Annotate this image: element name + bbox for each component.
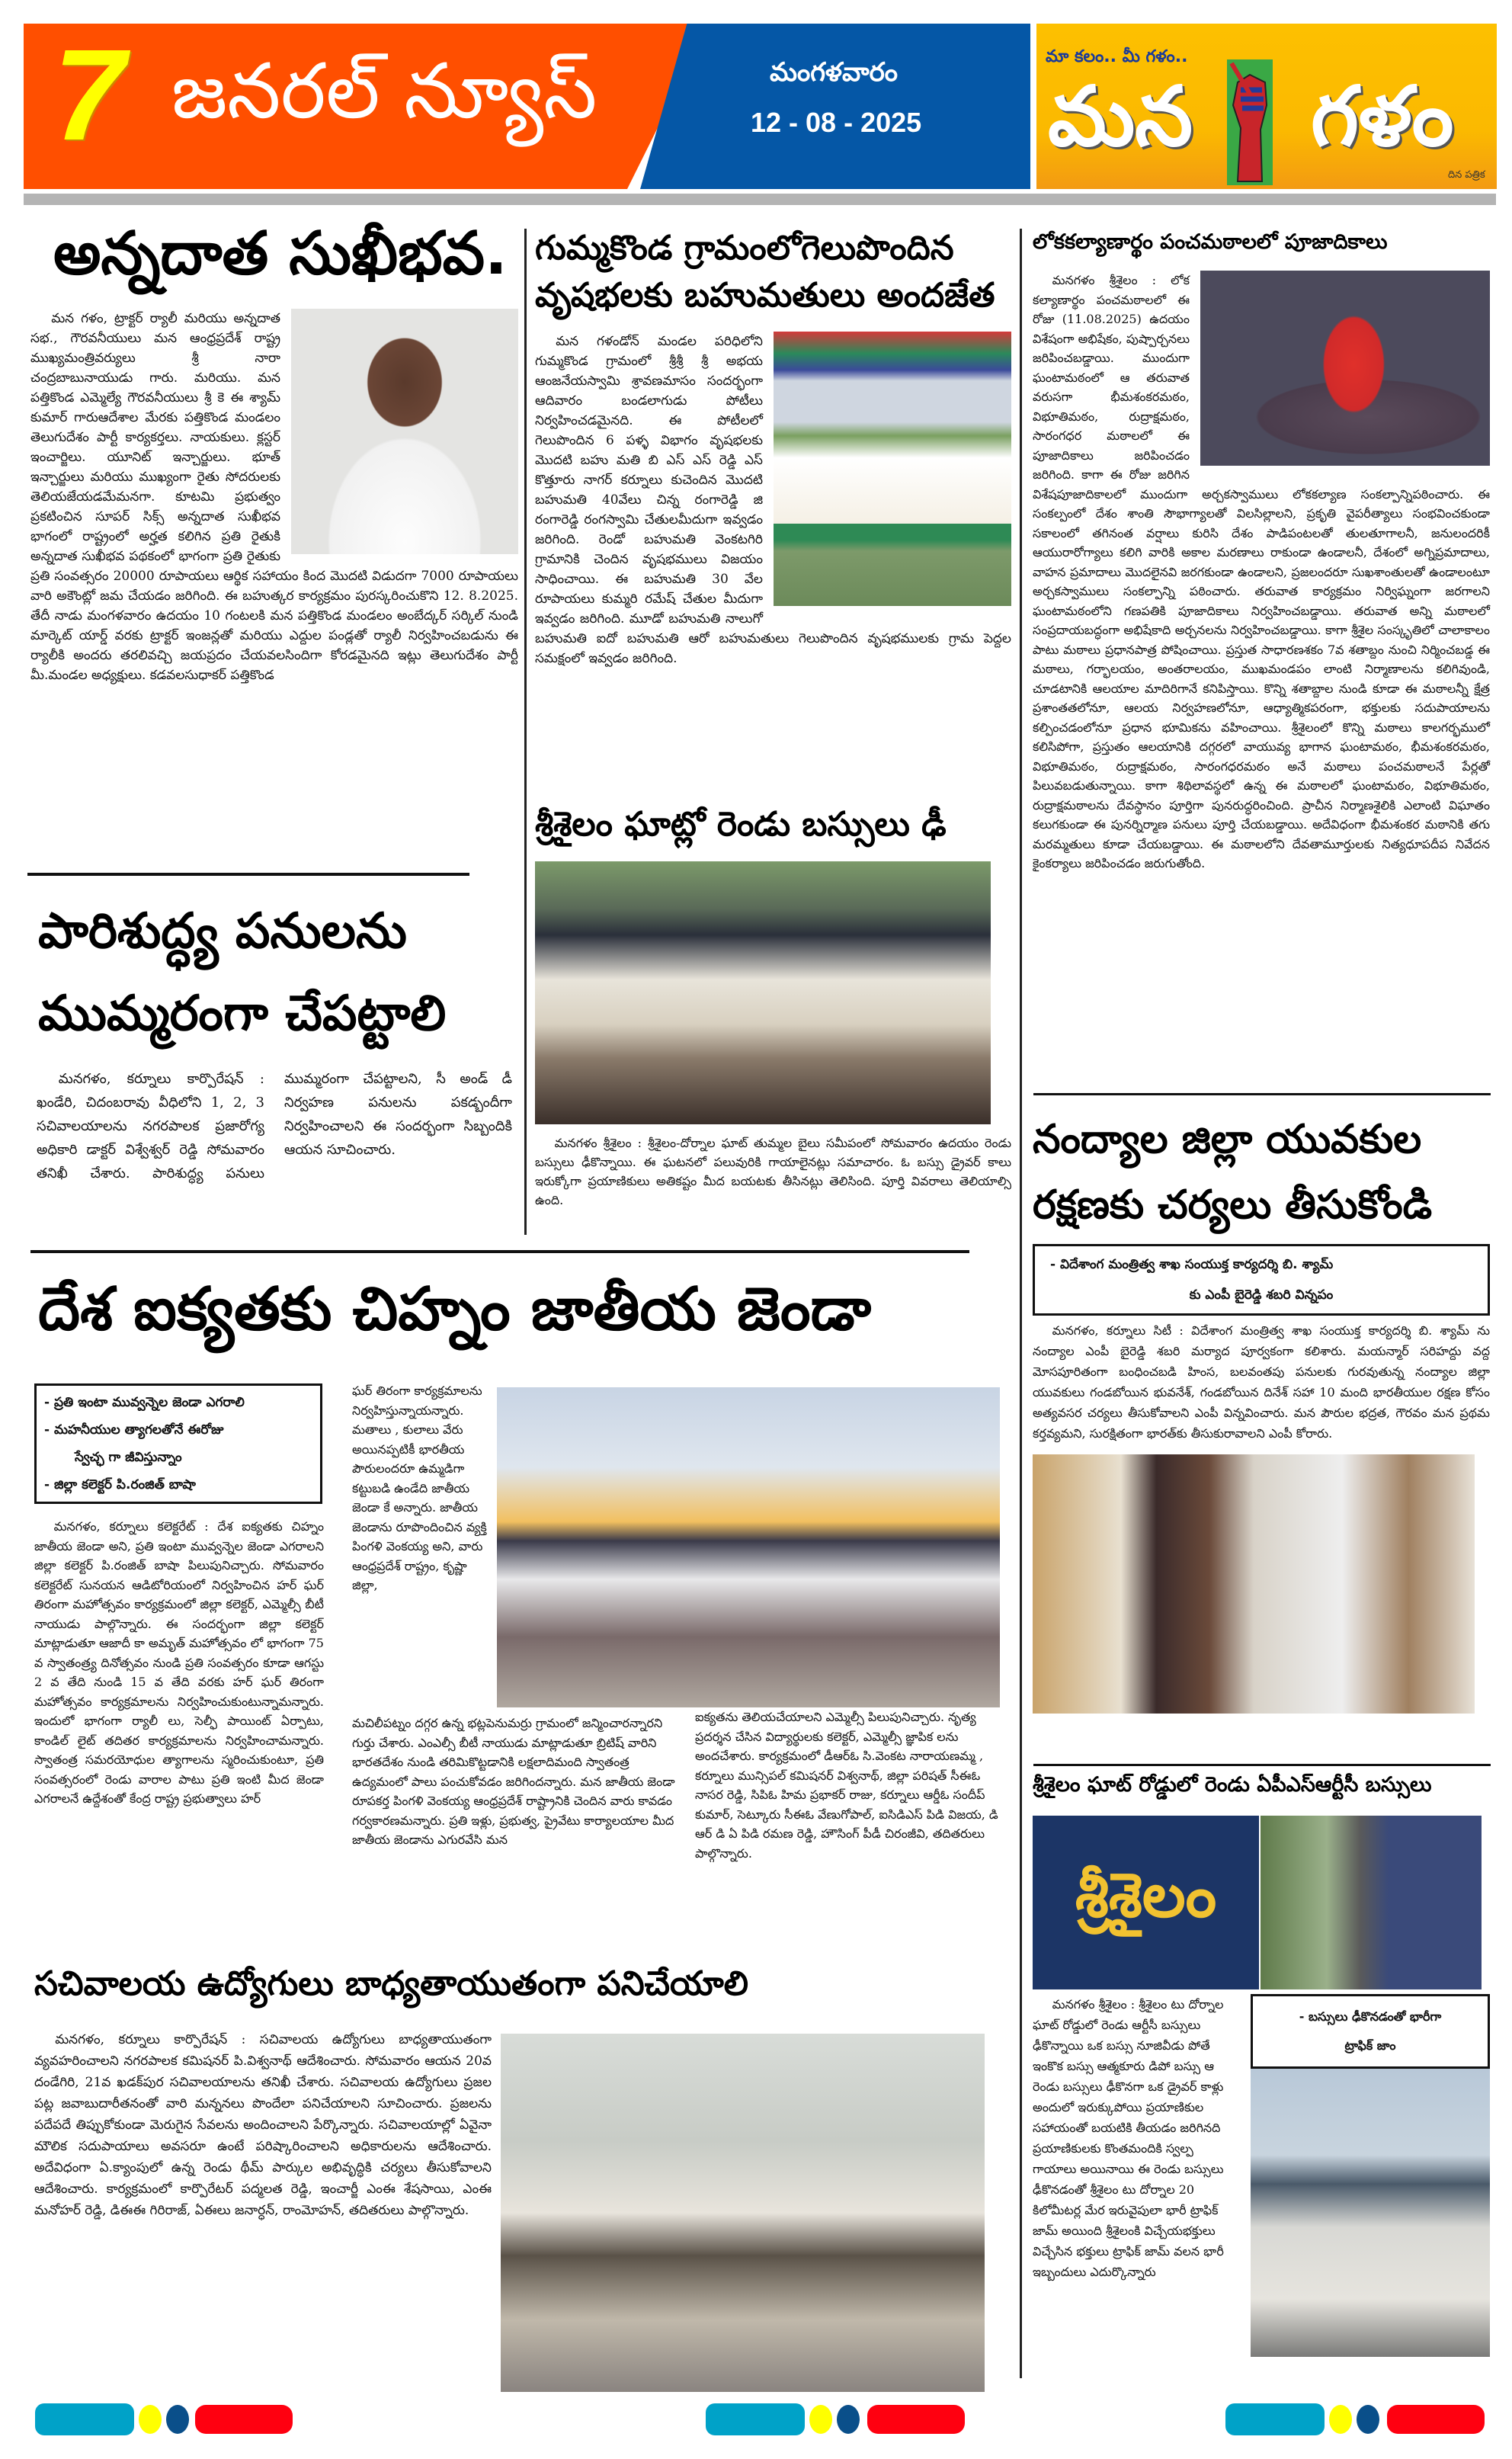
article-body-col1: మనగళం, కర్నూలు కలెక్టరేట్ : దేశ ఐక్యతకు చిహ్నం జాతీయ జెండా అని, ప్రతి ఇంటా మువ్వన్నెల జెండా ఎగరాలని జిల్లా కలెక్టర్ పి.రంజిత్ బాషా పిలుపునిచ్చారు. సోమవారం కలెక్టరేట్ సునయన ఆడిటోరియంలో నిర్వహించిన హర్ ఘర్ తిరంగా మహోత్సవం కార్యక్రమంలో జిల్లా కలెక్టర్, ఎమ్మెల్సీ బీటీ నాయుడు పాల్గొన్నారు. ఈ సందర్భంగా జిల్లా కలెక్టర్ మాట్లాడుతూ ఆజాదీ కా అమృత్ మహోత్సవం లో భాగంగా 75 వ స్వాతంత్ర్య దినోత్సవం నుండి ప్రతి సంవత్సరం కూడా ఆగస్టు 2 వ తేది నుండి 15 వ తేది వరకు హర్ ఘర్ తిరంగా మహోత్సవం కార్యక్రమాలను నిర్వహించుకుంటున్నామన్నారు. ఇందులో భాగంగా ర్యాలీ లు, సెల్ఫీ పాయింట్ ఏర్పాటు, కాండిల్ లైట్ తదితర కార్యక్రమాలను నిర్వహించామన్నారు. స్వాతంత్ర సమరయోధుల త్యాగాలను స్మరించుకుంటూ, ప్రతి సంవత్సరంలో రెండు వారాల పాటు ప్రతి ఇంటి మీద జెండా ఎగరాలనే ఉద్దేశంతో కేంద్ర రాష్ట్ర ప్రభుత్వాలు హర్ <box>34 1519 324 1806</box>
headline-line2: రక్షణకు చర్యలు తీసుకోండి <box>1033 1182 1433 1228</box>
subheadline-box <box>1251 1994 1490 2069</box>
header-divider <box>24 194 1496 205</box>
article-gummakonda <box>535 225 1011 668</box>
logo-text-right: గళం <box>1311 69 1454 165</box>
key-point: - ప్రతి ఇంటా మువ్వన్నెల జెండా ఎగరాలి <box>44 1395 245 1410</box>
headline: అన్నదాత సుఖీభవ. <box>53 220 508 288</box>
key-point: - మహనీయుల త్యాగలతోనే ఈరోజు <box>44 1422 224 1438</box>
logo-text-left: మన <box>1048 69 1193 165</box>
headline-national-flag: దేశ ఐక్యతకు చిహ్నం జాతీయ జెండా <box>38 1275 872 1344</box>
flag-key-points <box>34 1383 322 1504</box>
subheadline-line2: కు ఎంపీ బైరెడ్డి శబరి విన్నపం <box>1189 1287 1334 1303</box>
photo-traffic-jam <box>1251 2069 1490 2357</box>
subheadline-line1: - బస్సులు ఢీకొనడంతో భారీగా <box>1299 2009 1442 2024</box>
headline-line2: ముమ్మరంగా చేపట్టాలి <box>38 986 447 1042</box>
article-bus-collision <box>535 800 1011 1210</box>
issue-day: మంగళవారం <box>770 57 898 88</box>
headline: శ్రీశైలం ఘాట్లో రెండు బస్సులు ఢీ <box>535 805 947 844</box>
section-title: జనరల్ న్యూస్ <box>171 46 597 136</box>
headline-line2: వృషభలకు బహుమతులు అందజేత <box>535 276 995 315</box>
headline-line1: గుమ్మకొండ గ్రామంలోగెలుపొందిన <box>535 229 954 268</box>
photo-bus-collision <box>535 861 991 1124</box>
subheadline-line1: - విదేశాంగ మంత్రిత్వ శాఖ సంయుక్త కార్యదర్శి బి. శ్యామ్ <box>1050 1257 1334 1272</box>
footer-pill <box>35 2403 134 2435</box>
key-point: - జిల్లా కలెక్టర్ పి.రంజిత్ బాషా <box>44 1477 196 1492</box>
footer-pill <box>139 2405 162 2434</box>
subheadline-box <box>1033 1244 1490 1316</box>
footer-pill <box>166 2405 189 2434</box>
photo-shivalinga <box>1200 271 1490 466</box>
headline: శ్రీశైలం ఘాట్ రోడ్డులో రెండు ఏపీఎస్ఆర్టీసీ బస్సులు <box>1033 1773 1432 1797</box>
footer-pill <box>1387 2405 1485 2434</box>
footer-pill <box>1329 2405 1352 2434</box>
footer-pill <box>837 2405 860 2434</box>
article-body: మనగళం శ్రీశైలం : లోక కల్యాణార్థం పంచమఠాలలో ఈ రోజు (11.08.2025) ఉదయం విశేషంగా అభిషేకం, పుష్పార్చనలు జరిపించబడ్డాయి. ముందుగా ఘంటామఠంలో ఆ తరువాత వరుసగా భీమశంకరమఠం, విభూతిమఠం, రుద్రాక్షమఠం, సారంగధర మఠాలలో ఈ పూజాదికాలు జరిపించడం జరిగింది. కాగా ఈ రోజు జరిగిన విశేషపూజాదికాలలో ముందుగా అర్చకస్వాములు లోకకల్యాణ సంకల్పాన్నిపఠించారు. ఈ సంకల్పంలో దేశం శాంతి సౌభాగ్యాలతో విలసిల్లాలని, ప్రకృతి వైపరీత్యాలు సంభవించకుండా సకాలంలో తగినంత వర్షాలు కురిసి దేశం పాడిపంటలతో తులతూగాలనీ, జనులందరికీ ఆయురారోగ్యాలు కలిగి వారికి అకాల మరణాలు రాకుండా ఉండాలనీ, దేశంలో అగ్నిప్రమాదాలు, వాహన ప్రమాదాలు మొదలైనవి జరగకుండా ఉండాలని, ప్రజలందరూ సుఖశాంతులతో ఉండాలంటూ అర్చకస్వాములు సంకల్పాన్ని పఠించారు. తరువాత కార్యక్రమం నిర్విఘ్నంగా జరగాలని ఘంటామఠంలోని గణపతికి పూజాదికాలు నిర్వహించబడ్డాయి. తరువాత అన్ని మఠాలలో సంప్రదాయబద్ధంగా అభిషేకాది అర్చనలను నిర్వహించబడ్డాయి. కాగా శ్రీశైల సంస్కృతిలో చాలాకాలం పాటు మఠాలు ప్రధానపాత్ర పోషించాయి. ప్రస్తుత సాధారణశకం 7వ శతాబ్దం నుంచి నిర్మించబడ్డ ఈ మఠాలు, గర్భాలయం, అంతరాలయం, ముఖమండపం లాంటి నిర్మాణాలను కలిగివుండి, చూడటానికి ఆలయాల మాదిరిగానే కనిపిస్తాయి. కొన్ని శతాబ్దాల నుండి కూడా ఈ మఠాలన్నీ క్షేత్ర ప్రశాంతతలోనూ, ఆలయ నిర్వహణలోనూ, ఆధ్యాత్మికపరంగా, భక్తులకు సదుపాయాలను కల్పించడంలోనూ ప్రధాన భూమికను వహించాయి. శ్రీశైలంలో కొన్ని మఠాలు కాలగర్భములో కలిసిపోగా, ప్రస్తుతం ఆలయానికి దగ్గరలో వాయువ్య భాగాన ఘంటామఠం, భీమశంకరమఠం, విభూతిమఠం, రుద్రాక్షమఠం, సారంగధరమఠం అనే మఠాలు పంచమఠాలనే పేర్లతో పిలువబడుతున్నాయి. కాగా శిథిలావస్థలో ఉన్న ఈ మఠాలలో ఘంటామఠం, విభూతిమఠం, రుద్రాక్షమఠాలను దేవస్థానం పూర్తిగా పునరుద్ధరించింది. ప్రాచీన నిర్మాణశైలికి ఎలాంటి విఘాతం కలుగకుండా ఈ పునర్నిర్మాణ పనులు పూర్తి చేయబడ్డాయి. అదేవిధంగా భీమశంకర మఠానికి తగు మరమ్మతులు కూడా చేయబడ్డాయి. ఈ మఠాలలోని దేవతామూర్తులకు నిత్యధూపదీప నివేదన కైంకర్యాలు జరిపించడం జరుగుతోంది. <box>1033 273 1490 870</box>
article-body: మనగళం శ్రీశైలం : శ్రీశైలం టు దోర్నాల ఘాట్ రోడ్డులో రెండు ఆర్టీసీ బస్సులు ఢీకొన్నాయి ఒక బస్సు నూజివీడు పోతే ఇంకొక బస్సు ఆత్మకూరు డిపో బస్సు ఆ రెండు బస్సులు ఢీకొనగా ఒక డ్రైవర్ కాళ్లు అందులో ఇరుక్కుపోయి ప్రయాణికుల సహాయంతో బయటికి తీయడం జరిగినది ప్రయాణికులకు కొంతమందికి స్వల్ప గాయాలు అయినాయి ఈ రెండు బస్సులు ఢీకొనడంతో శ్రీశైలం టు దోర్నాల 20 కిలోమీటర్ల మేర ఇరువైపులా భారీ ట్రాఫిక్ జామ్ అయింది శ్రీశైలంకి విచ్చేయభక్తులు విచ్చేసిన భక్తులు ట్రాఫిక్ జామ్ వలన భారీ ఇబ్బందులు ఎదుర్కొన్నారు <box>1033 1997 1224 2279</box>
section-rule <box>30 1250 969 1253</box>
headline-line1: నంద్యాల జిల్లా యువకుల <box>1033 1117 1422 1162</box>
article-body: మన గళం, ట్రాక్టర్ ర్యాలీ మరియు అన్నదాత సభ., గౌరవనీయులు మన ఆంధ్రప్రదేశ్ రాష్ట్ర ముఖ్యమంత్రివర్యులు శ్రీ నారా చంద్రబాబునాయుడు గారు. మరియు. మన పత్తికొండ ఎమ్మెల్యే గౌరవనీయులు శ్రీ కె ఈ శ్యామ్ కుమార్ గారుఆదేశాల మేరకు పత్తికొండ మండలం తెలుగుదేశం పార్టీ కార్యకర్తలు. నాయకులు. క్లస్టర్ ఇంచార్జిలు. యూనిట్ ఇన్చార్జులు. భూత్ ఇన్చార్జులు మరియు ముఖ్యంగా రైతు సోదరులకు తెలియజేయడమేమనగా. కూటమి ప్రభుత్వం ప్రకటించిన సూపర్ సిక్స్ అన్నదాత సుఖీభవ భాగంలో రాష్ట్రంలో అర్హత కలిగిన ప్రతి రైతుకి అన్నదాత సుఖీభవ పథకంలో భాగంగా ప్రతి రైతుకు ప్రతి సంవత్సరం 20000 రూపాయలు ఆర్థిక సహాయం కింద మొదటి విడుదగా 7000 రూపాయలు వారి అకౌంట్లో జమ చేయడం జరిగింది. ఈ బహుత్కర కార్యక్రమం పురస్కరించుకొని 12. 8.2025. తేదీ నాడు మంగళవారం ఉదయం 10 గంటలకి మన పత్తికొండ మండలం అంబేద్కర్ సర్కిల్ నుండి మార్కెట్ యార్డ్ వరకు ట్రాక్టర్ ఇంజన్లతో మరియు ఎద్దుల పండ్లతో ర్యాలీ నిర్వహించబడును ఈ ర్యాలీకి అందరు తరలివచ్చి జయప్రదం చేయవలసిందిగా కోరడమైనది ఇట్లు తెలుగుదేశం పార్టీ మీ.మండల అధ్యక్షులు. కడవలసుధాకర్ పత్తికొండ <box>30 310 518 683</box>
section-rule <box>1033 1093 1491 1095</box>
raised-fist-icon <box>1227 59 1273 185</box>
photo-mla-portrait <box>291 309 518 554</box>
section-rule <box>1033 1764 1491 1766</box>
article-ghat-road <box>1033 1768 1490 2357</box>
article-body: మనగళం, కర్నూలు కార్పొరేషన్ : సచివాలయ ఉద్యోగులు బాధ్యతాయుతంగా వ్యవహరించాలని నగరపాలక కమిషనర్ పి.విశ్వనాథ్ ఆదేశించారు. సోమవారం ఆయన 20వ దండేగిరి, 21వ ఖడక్‌పుర సచివాలయాలను తనిఖీ చేశారు. సచివాలయ ఉద్యోగులు ప్రజల పట్ల జవాబుదారీతనంతో వారి మన్ననలు పొందేలా పనిచేయాలని సూచించారు. ప్రజలను పదేపదే తిప్పుకోకుండా మెరుగైన సేవలను అందించాలని పేర్కొన్నారు. సచివాలయాల్లో ఏవైనా మౌలిక సదుపాయాలు అవసరూ ఉంటే పరిష్కారించాలని అధికారులను ఆదేశించారు. అదేవిధంగా ఏ.క్యాంపులో ఉన్న రెండు థీమ్ పార్కుల అభివృద్ధికి చర్యలు తీసుకోవాలని ఆదేశించారు. కార్యక్రమంలో కార్పొరేటర్ పద్మలత రెడ్డి, ఇంచార్జీ ఎంఈ శేషసాయి, ఎంఈ మనోహర్ రెడ్డి, డిఈఈ గిరిరాజ్, ఏఈలు జనార్ధన్, రాంమోహన్, తదితరులు పాల్గొన్నారు. <box>34 2032 492 2218</box>
issue-date: 12 - 08 - 2025 <box>751 107 922 138</box>
article-body: మనగళం శ్రీశైలం : శ్రీశైలం-దోర్నాల ఘాట్ తుమ్మల బైలు సమీపంలో సోమవారం ఉదయం రెండు బస్సులు ఢీకొన్నాయి. ఈ ఘటనలో పలువురికి గాయాలైనట్లు సమాచారం. ఓ బస్సు డ్రైవర్ కాలు ఇరుక్కోగా ప్రయాణికులు అతికష్టం మీద బయటకు తీసినట్లు తెలిసింది. పూర్తి వివరాలు తెలియాల్సి ఉంది. <box>535 1136 1011 1207</box>
logo-subtitle: దిన పత్రిక <box>1448 169 1485 181</box>
photo-ghat-road-traffic <box>1261 1816 1482 1989</box>
section-rule <box>27 873 469 876</box>
column-divider <box>524 229 527 1235</box>
article-body-col3-lower: ఐక్యతను తెలియచేయాలని ఎమ్మెల్సీ పిలుపునిచ్చారు. నృత్య ప్రదర్శన చేసిన విద్యార్థులకు కలెక్టర్, ఎమ్మెల్సీ జ్ఞాపిక లను అందచేశారు. కార్యక్రమంలో డీఆర్ఓ సి.వెంకట నారాయణమ్మ , కర్నూలు మున్సిపల్ కమిషనర్ విశ్వనాథ్, జిల్లా పరిషత్ సీఈఓ నాసర రెడ్డి, సిపిఓ హిమ ప్రభాకర్ రాజు, కర్నూలు ఆర్డీఓ సందీప్ కుమార్, సెట్కూరు సీఈఓ వేణుగోపాల్, ఐసిడిఎస్ పిడి విజయ, డి ఆర్ డి ఏ పిడి రమణ రెడ్డి, హౌసింగ్ పీడీ చిరంజీవి, తదితరులు పాల్గొన్నారు. <box>695 1710 998 1861</box>
article-body-col2: ఘర్ తిరంగా కార్యక్రమాలను నిర్వహిస్తున్నాయన్నారు. మతాలు , కులాలు వేరు అయినప్పటికీ భారతీయ పౌరులందరూ ఉమ్మడిగా కట్టుబడి ఉండేది జాతీయ జెండా కే అన్నారు. జాతీయ జెండాను రూపొందించిన వ్యక్తి పింగళి వెంకయ్య అని, వారు ఆంధ్రప్రదేశ్ రాష్ట్రం, కృష్ణా జిల్లా, <box>352 1383 487 1592</box>
article-pancha-matalu <box>1033 225 1490 874</box>
page-number: 7 <box>53 23 126 168</box>
article-sanitation <box>30 890 518 1185</box>
article-body: మన గళండోన్ మండల పరిధిలోని గుమ్మకొండ గ్రామంలో శ్రీశ్రీ శ్రీ అభయ ఆంజనేయస్వామి శ్రావణమాసం సందర్భంగా ఆదివారం బండలాగుడు పోటీలు నిర్వహించడమైనది. ఈ పోటీలలో గెలుపొందిన 6 పళ్ళ విభాగం వృషభలకు మొదటి బహు మతి బి ఎస్ ఎస్ రెడ్డి ఎస్ కొత్తూరు నాగర్ కర్నూలు కుచెందిన మొదటి బహుమతి 40వేలు చిన్న రంగారెడ్డి జి రంగారెడ్డి రంగస్వామి చేతులమీదుగా ఇవ్వడం జరిగింది. రెండో బహుమతి వెంకటగిరి గ్రామానికి చెందిన వృషభములు విజయం సాధించాయి. ఈ బహుమతి 30 వేల రూపాయలు కుమ్మరి రమేష్ చేతుల మీదుగా ఇవ్వడం జరిగింది. మూడో బహుమతి నాలుగో బహుమతి ఐదో బహుమతి ఆరో బహుమతులు గెలుపొందిన వృషభములకు గ్రామ పెద్దల సమక్షంలో ఇవ్వడం జరిగింది. <box>535 334 1011 666</box>
article-body-col2-lower: మచిలీపట్నం దగ్గర ఉన్న భట్లపెనుమర్రు గ్రామంలో జన్మించారన్నారని గుర్తు చేశారు. ఎంఎల్సీ బీటీ నాయుడు మాట్లాడుతూ బ్రిటిష్ వారిని భారతదేశం నుండి తరిమికొట్టడానికి లక్షలాదిమంది స్వాతంత్ర ఉద్యమంలో పాలు పంచుకోవడం జరిగిందన్నారు. మన జాతీయ జెండా రూపకర్త పింగళి వెంకయ్య ఆంధ్రప్రదేశ్ రాష్ట్రానికి చెందిన వారు కావడం గర్వకారణమన్నారు. ప్రతి ఇళ్లు, ప్రభుత్వ, ప్రైవేటు కార్యాలయాల మీద జాతీయ జెండాను ఎగురవేసి మన <box>352 1716 675 1847</box>
headline-sachivalayam: సచివాలయ ఉద్యోగులు బాధ్యతాయుతంగా పనిచేయాలి <box>34 1964 748 2003</box>
footer-pill <box>195 2405 293 2434</box>
bus-sign-text: శ్రీశైలం <box>1075 1859 1217 1931</box>
footer-pill <box>1225 2403 1325 2435</box>
photo-srisailam-bus-sign <box>1033 1816 1259 1989</box>
article-nandyal <box>1033 1107 1490 1714</box>
article-body: మనగళం, కర్నూలు కార్పొరేషన్ : ఖండేరి, చిదంబరావు వీధిలోని 1, 2, 3 సచివాలయాలను నగరపాలక ప్రజారోగ్య అధికారి డాక్టర్ విశ్వేశ్వర్ రెడ్డి సోమవారం తనిఖీ చేశారు. పారిశుద్ధ్య పనులు ముమ్మరంగా చేపట్టాలని, సీ అండ్ డీ నిర్వహణ పనులను పకడ్బందీగా నిర్వహించాలని ఈ సందర్భంగా సిబ్బందికి ఆయన సూచించారు. <box>37 1071 512 1181</box>
photo-sachivalayam-inspection <box>501 2034 985 2392</box>
footer-pill <box>706 2403 805 2435</box>
subheadline-line2: ట్రాఫిక్ జాం <box>1344 2038 1396 2053</box>
column-divider <box>1020 229 1022 2378</box>
photo-bullock-race-prize <box>774 332 1011 606</box>
headline-line1: పారిశుద్ధ్య పనులను <box>38 903 407 960</box>
photo-flag-event <box>497 1387 1000 1707</box>
footer-pill <box>1357 2405 1379 2434</box>
key-point: స్వేచ్ఛ గా జీవిస్తున్నాం <box>75 1450 182 1465</box>
article-body: మనగళం, కర్నూలు సిటీ : విదేశాంగ మంత్రిత్వ శాఖ సంయుక్త కార్యదర్శి బి. శ్యామ్ ను నంద్యాల ఎంపీ బైరెడ్డి శబరి మర్యాద పూర్వకంగా కలిశారు. మయన్మార్ సరిహద్దు వద్ద మోసపూరితంగా బంధించబడి హింస, బలవంతపు పనులకు గురవుతున్న నంద్యాల జిల్లా యువకులు గండబోయిన భువనేశ్, గండబోయిన దినేశ్ సహా 10 మంది భారతీయుల రక్షణ కోసం అత్యవసర చర్యలు తీసుకోవాలని ఎంపీ విన్నవించారు. మన పౌరుల భద్రత, గౌరవం మన ప్రథమ కర్తవ్యమని, సురక్షితంగా భారత్‌కు తీసుకురావాలని ఎంపీ కోరారు. <box>1033 1323 1490 1441</box>
logo-tagline: మా కలం.. మీ గళం.. <box>1046 47 1188 66</box>
headline: లోకకల్యాణార్థం పంచమఠాలలో పూజాదికాలు <box>1033 230 1388 254</box>
article-annadata <box>30 217 518 685</box>
footer-pill <box>809 2405 832 2434</box>
footer-pill <box>867 2405 965 2434</box>
photo-mp-meeting <box>1033 1454 1475 1714</box>
